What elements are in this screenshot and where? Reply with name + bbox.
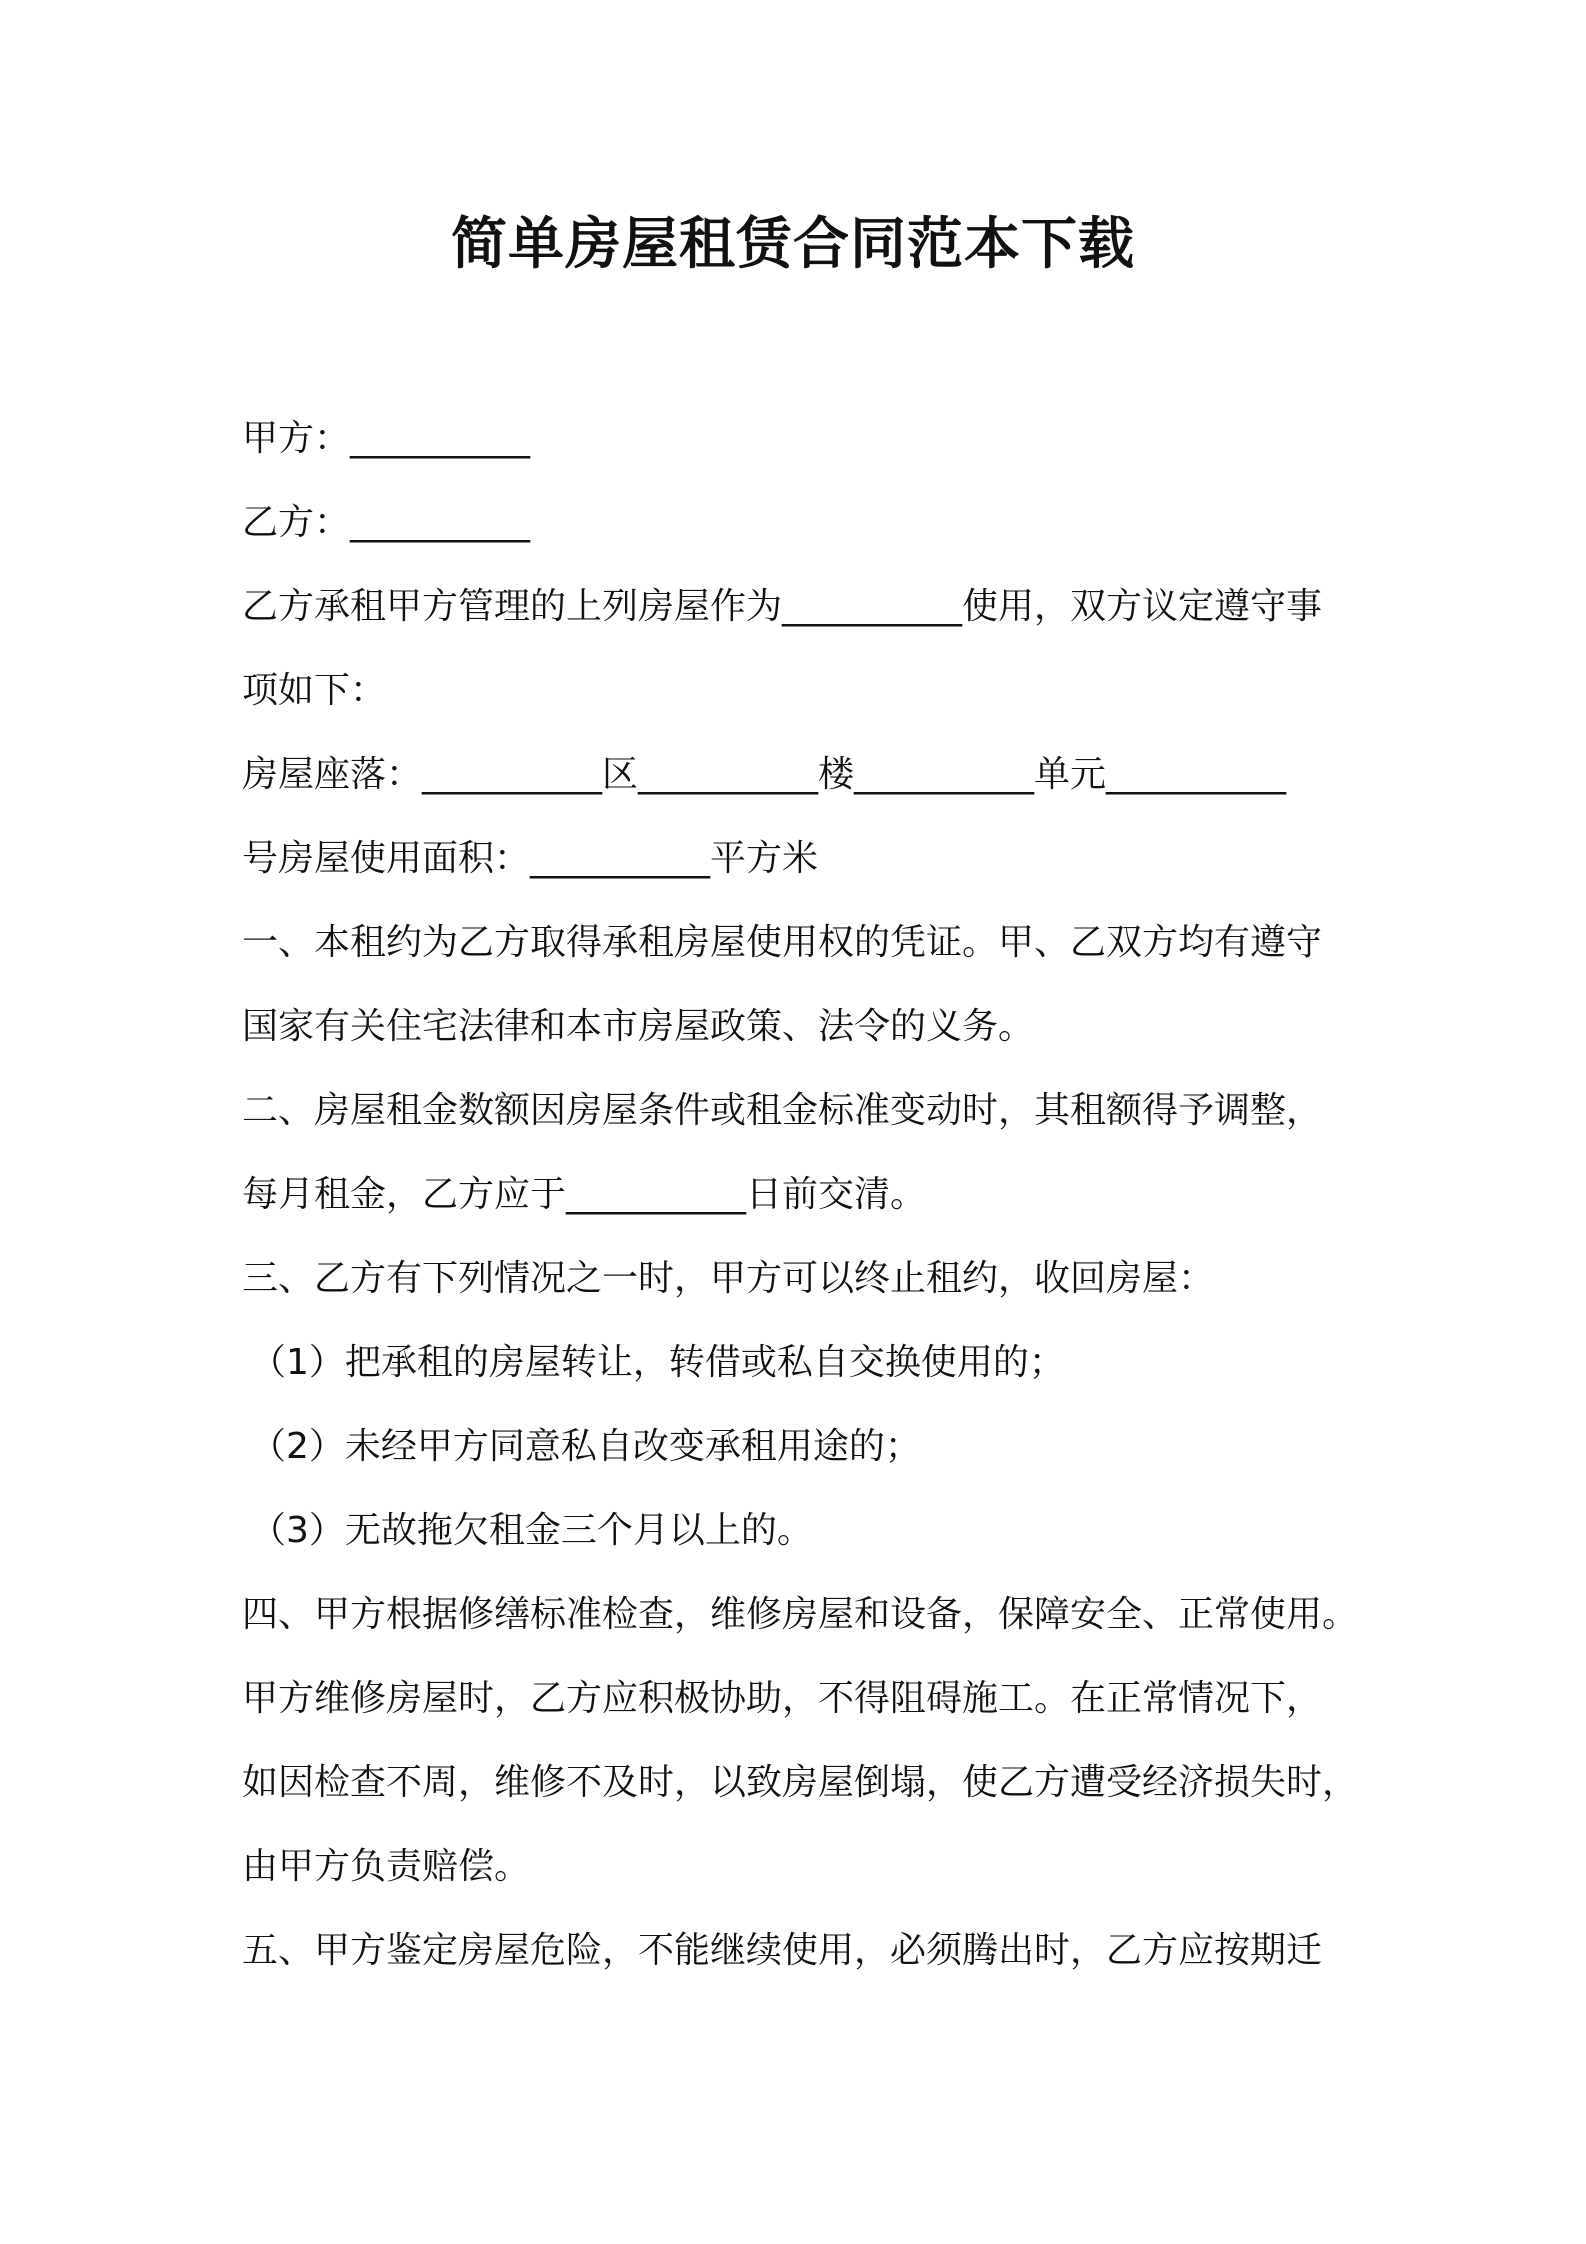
clause-1-line: 一、本租约为乙方取得承租房屋使用权的凭证。甲、乙双方均有遵守: [242, 922, 1323, 963]
party-b-line: 乙方：__________: [242, 502, 531, 543]
clause-2-line: 二、房屋租金数额因房屋条件或租金标准变动时，其租额得予调整，: [242, 1090, 1323, 1131]
intro-line-cont: 项如下：: [242, 670, 387, 711]
clause-3-line: 三、乙方有下列情况之一时，甲方可以终止租约，收回房屋：: [242, 1258, 1215, 1299]
clause-4-line: 四、甲方根据修缮标准检查，维修房屋和设备，保障安全、正常使用。: [242, 1594, 1359, 1635]
clause-2-line-cont: 每月租金，乙方应于__________日前交清。: [242, 1174, 927, 1215]
clause-4-line-cont-2: 如因检查不周，维修不及时，以致房屋倒塌，使乙方遭受经济损失时，: [242, 1762, 1359, 1803]
clause-5-line: 五、甲方鉴定房屋危险，不能继续使用，必须腾出时，乙方应按期迁: [242, 1930, 1323, 1971]
document-title: 简单房屋租赁合同范本下载: [451, 212, 1135, 277]
clause-1-line-cont: 国家有关住宅法律和本市房屋政策、法令的义务。: [242, 1006, 1035, 1047]
clause-3-item-1: （1）把承租的房屋转让，转借或私自交换使用的；: [250, 1342, 1065, 1383]
location-line: 房屋座落：__________区__________楼__________单元__________: [242, 754, 1287, 795]
clause-3-item-3: （3）无故拖欠租金三个月以上的。: [250, 1510, 813, 1551]
intro-line: 乙方承租甲方管理的上列房屋作为__________使用，双方议定遵守事: [242, 586, 1323, 627]
party-a-line: 甲方：__________: [242, 418, 531, 459]
area-line: 号房屋使用面积：__________平方米: [242, 838, 819, 879]
document-body: [242, 404, 1362, 2000]
clause-4-line-cont-1: 甲方维修房屋时，乙方应积极协助，不得阻碍施工。在正常情况下，: [242, 1678, 1323, 1719]
clause-3-item-2: （2）未经甲方同意私自改变承租用途的；: [250, 1426, 921, 1467]
clause-4-line-cont-3: 由甲方负责赔偿。: [242, 1846, 531, 1887]
